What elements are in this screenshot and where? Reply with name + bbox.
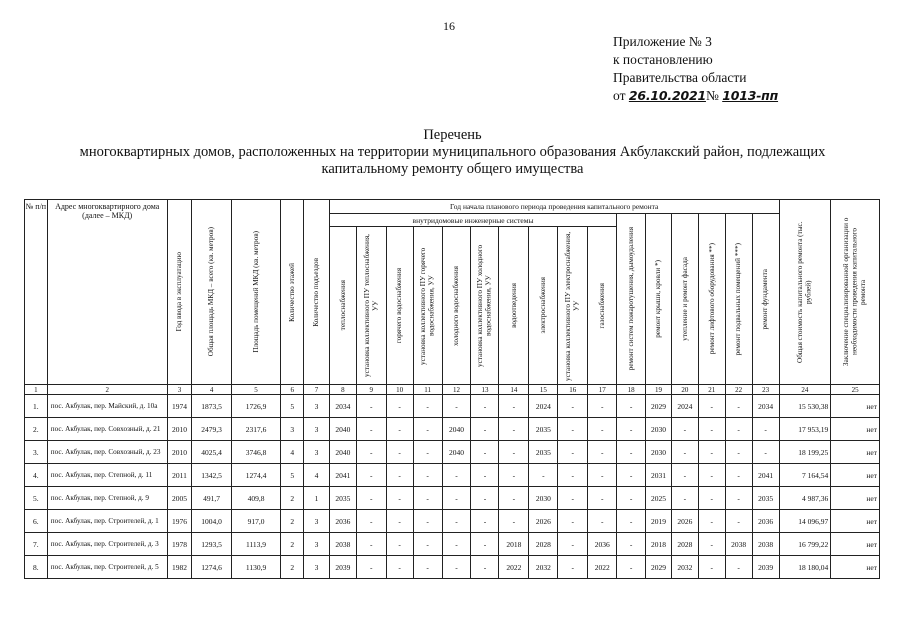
table-cell: 2011 bbox=[167, 464, 192, 487]
table-cell: - bbox=[356, 533, 386, 556]
table-cell: - bbox=[588, 395, 617, 418]
table-cell: 3 bbox=[304, 395, 330, 418]
table-cell: 2024 bbox=[529, 395, 558, 418]
header-address: Адрес многоквартирного дома (далее – МКД) bbox=[47, 200, 167, 385]
table-cell: 1293,5 bbox=[192, 533, 231, 556]
table-cell: 8. bbox=[25, 556, 48, 579]
appendix-block bbox=[613, 33, 778, 105]
column-number: 6 bbox=[281, 385, 304, 395]
table-cell: 1130,9 bbox=[231, 556, 281, 579]
table-cell: нет bbox=[831, 510, 880, 533]
table-cell: - bbox=[671, 487, 698, 510]
address-cell: пос. Акбулак, пер. Совхозный, д. 23 bbox=[47, 441, 167, 464]
number-sign: № bbox=[705, 88, 719, 103]
appendix-line-2: к постановлению bbox=[613, 52, 713, 67]
table-cell: 1982 bbox=[167, 556, 192, 579]
table-cell: - bbox=[442, 556, 471, 579]
table-cell: 5. bbox=[25, 487, 48, 510]
table-cell: 2041 bbox=[752, 464, 779, 487]
table-cell: - bbox=[588, 510, 617, 533]
table-cell: 15 530,38 bbox=[779, 395, 831, 418]
column-number: 9 bbox=[356, 385, 386, 395]
table-cell: 1974 bbox=[167, 395, 192, 418]
table-cell: 2034 bbox=[752, 395, 779, 418]
table-cell: - bbox=[558, 510, 588, 533]
table-cell: - bbox=[725, 487, 752, 510]
header-hot-water: горячего водоснабжения bbox=[386, 227, 413, 385]
header-hot-meter: установка коллективного ПУ горячего водоснабжения, УУ bbox=[413, 227, 442, 385]
table-cell: 2026 bbox=[671, 510, 698, 533]
table-cell: 2036 bbox=[329, 510, 356, 533]
table-cell: 1274,4 bbox=[231, 464, 281, 487]
column-number: 4 bbox=[192, 385, 231, 395]
appendix-line-3: Правительства области bbox=[613, 70, 747, 85]
header-gas: газоснабжения bbox=[588, 227, 617, 385]
table-cell: 2038 bbox=[752, 533, 779, 556]
table-cell: - bbox=[617, 464, 646, 487]
table-cell: 4025,4 bbox=[192, 441, 231, 464]
title-line-2: многоквартирных домов, расположенных на территории муниципального образования Акбулакский район, подлежащих bbox=[79, 144, 826, 160]
address-cell: пос. Акбулак, пер. Совхозный, д. 21 bbox=[47, 418, 167, 441]
table-cell: - bbox=[698, 510, 725, 533]
table-cell: - bbox=[698, 556, 725, 579]
table-cell: - bbox=[499, 510, 529, 533]
table-cell: - bbox=[413, 556, 442, 579]
table-cell: - bbox=[471, 418, 499, 441]
table-cell: 2038 bbox=[329, 533, 356, 556]
table-cell: - bbox=[529, 464, 558, 487]
table-cell: 2030 bbox=[646, 418, 672, 441]
table-cell: 2018 bbox=[646, 533, 672, 556]
table-cell: - bbox=[442, 464, 471, 487]
header-electric-meter: установка коллективного ПУ электроснабжения, УУ bbox=[558, 227, 588, 385]
appendix-line-4 bbox=[613, 87, 778, 105]
table-cell: 1113,9 bbox=[231, 533, 281, 556]
table-cell: 409,8 bbox=[231, 487, 281, 510]
table-cell: - bbox=[386, 418, 413, 441]
table-cell: - bbox=[386, 510, 413, 533]
table-cell: - bbox=[588, 487, 617, 510]
table-cell: 5 bbox=[281, 464, 304, 487]
table-cell: - bbox=[698, 464, 725, 487]
table-cell: 2038 bbox=[725, 533, 752, 556]
table-cell: - bbox=[471, 510, 499, 533]
table-cell: - bbox=[558, 418, 588, 441]
header-conclusion: Заключение специализированной организации о необходимости проведения капитального ремонта bbox=[831, 200, 880, 385]
address-cell: пос. Акбулак, пер. Степной, д. 9 bbox=[47, 487, 167, 510]
table-cell: - bbox=[413, 395, 442, 418]
table-cell: - bbox=[671, 464, 698, 487]
table-cell: 491,7 bbox=[192, 487, 231, 510]
document-title bbox=[0, 127, 905, 178]
table-cell: 2040 bbox=[329, 418, 356, 441]
table-cell: - bbox=[558, 464, 588, 487]
table-cell: 3 bbox=[304, 533, 330, 556]
table-row bbox=[25, 533, 880, 556]
address-cell: пос. Акбулак, пер. Степной, д. 11 bbox=[47, 464, 167, 487]
column-number: 3 bbox=[167, 385, 192, 395]
table-cell: 3. bbox=[25, 441, 48, 464]
table-cell: 4 987,36 bbox=[779, 487, 831, 510]
table-cell: - bbox=[413, 487, 442, 510]
table-row bbox=[25, 487, 880, 510]
column-number: 25 bbox=[831, 385, 880, 395]
table-cell: - bbox=[725, 418, 752, 441]
table-cell: - bbox=[471, 533, 499, 556]
column-number-row bbox=[25, 385, 880, 395]
table-cell: - bbox=[356, 418, 386, 441]
table-cell: 2029 bbox=[646, 395, 672, 418]
header-entrances: Количество подъездов bbox=[304, 200, 330, 385]
table-cell: - bbox=[725, 464, 752, 487]
table-cell: - bbox=[558, 487, 588, 510]
table-cell: - bbox=[442, 395, 471, 418]
table-cell: 17 953,19 bbox=[779, 418, 831, 441]
table-cell: - bbox=[752, 418, 779, 441]
handwritten-number: 1013-пп bbox=[722, 88, 779, 103]
table-cell: - bbox=[413, 441, 442, 464]
table-cell: 2010 bbox=[167, 418, 192, 441]
table-cell: 2040 bbox=[442, 418, 471, 441]
table-cell: 1978 bbox=[167, 533, 192, 556]
table-cell: - bbox=[558, 395, 588, 418]
table-cell: 2022 bbox=[588, 556, 617, 579]
table-cell: 2018 bbox=[499, 533, 529, 556]
table-cell: - bbox=[356, 510, 386, 533]
column-number: 8 bbox=[329, 385, 356, 395]
table-cell: - bbox=[698, 533, 725, 556]
table-cell: 2040 bbox=[329, 441, 356, 464]
table-cell: - bbox=[617, 418, 646, 441]
header-heat-meter: установка коллективного ПУ теплоснабжения, УУ bbox=[356, 227, 386, 385]
header-total-area: Общая площадь МКД – всего (кв. метров) bbox=[192, 200, 231, 385]
table-cell: - bbox=[356, 441, 386, 464]
header-floors: Количество этажей bbox=[281, 200, 304, 385]
table-cell: 2030 bbox=[529, 487, 558, 510]
table-cell: - bbox=[725, 395, 752, 418]
table-cell: - bbox=[725, 510, 752, 533]
address-cell: пос. Акбулак, пер. Строителей, д. 3 bbox=[47, 533, 167, 556]
table-cell: - bbox=[386, 487, 413, 510]
table-cell: - bbox=[442, 487, 471, 510]
table-cell: - bbox=[471, 464, 499, 487]
table-cell: 2035 bbox=[529, 418, 558, 441]
table-cell: - bbox=[588, 464, 617, 487]
header-num: № п/п bbox=[25, 200, 48, 385]
column-number: 10 bbox=[386, 385, 413, 395]
table-cell: - bbox=[671, 418, 698, 441]
table-cell: 3 bbox=[304, 441, 330, 464]
table-cell: 917,0 bbox=[231, 510, 281, 533]
table-cell: 2036 bbox=[588, 533, 617, 556]
table-cell: - bbox=[413, 510, 442, 533]
table-row bbox=[25, 418, 880, 441]
table-cell: 2022 bbox=[499, 556, 529, 579]
table-cell: - bbox=[617, 533, 646, 556]
address-cell: пос. Акбулак, пер. Майский, д. 10а bbox=[47, 395, 167, 418]
table-cell: 1873,5 bbox=[192, 395, 231, 418]
table-cell: 7. bbox=[25, 533, 48, 556]
table-body bbox=[25, 395, 880, 579]
column-number: 18 bbox=[617, 385, 646, 395]
header-systems: внутридомовые инженерные системы bbox=[329, 214, 616, 227]
table-cell: 1 bbox=[304, 487, 330, 510]
table-cell: 16 799,22 bbox=[779, 533, 831, 556]
table-cell: - bbox=[558, 556, 588, 579]
table-cell: 2035 bbox=[529, 441, 558, 464]
table-cell: 2317,6 bbox=[231, 418, 281, 441]
table-cell: - bbox=[386, 395, 413, 418]
table-cell: 3746,8 bbox=[231, 441, 281, 464]
table-cell: 2041 bbox=[329, 464, 356, 487]
column-number: 23 bbox=[752, 385, 779, 395]
table-cell: - bbox=[698, 418, 725, 441]
table-cell: - bbox=[617, 556, 646, 579]
table-cell: 2 bbox=[281, 510, 304, 533]
table-cell: 6. bbox=[25, 510, 48, 533]
header-foundation: ремонт фундамента bbox=[752, 214, 779, 385]
column-number: 12 bbox=[442, 385, 471, 395]
header-premises-area: Площадь помещений МКД (кв. метров) bbox=[231, 200, 281, 385]
column-number: 2 bbox=[47, 385, 167, 395]
column-number: 24 bbox=[779, 385, 831, 395]
table-cell: 1274,6 bbox=[192, 556, 231, 579]
table-cell: - bbox=[698, 441, 725, 464]
table-cell: 2 bbox=[281, 556, 304, 579]
address-cell: пос. Акбулак, пер. Строителей, д. 5 bbox=[47, 556, 167, 579]
table-cell: 3 bbox=[281, 418, 304, 441]
table-cell: - bbox=[588, 441, 617, 464]
column-number: 17 bbox=[588, 385, 617, 395]
column-number: 19 bbox=[646, 385, 672, 395]
table-cell: - bbox=[499, 441, 529, 464]
table-row bbox=[25, 510, 880, 533]
page-number: 16 bbox=[443, 19, 455, 33]
table-cell: нет bbox=[831, 533, 880, 556]
header-basement: ремонт подвальных помещений ***) bbox=[725, 214, 752, 385]
table-cell: 2039 bbox=[329, 556, 356, 579]
table-cell: нет bbox=[831, 464, 880, 487]
table-cell: 4 bbox=[304, 464, 330, 487]
table-row bbox=[25, 464, 880, 487]
table-cell: - bbox=[471, 441, 499, 464]
table-cell: - bbox=[617, 395, 646, 418]
table-cell: 2035 bbox=[752, 487, 779, 510]
table-cell: 2036 bbox=[752, 510, 779, 533]
table-cell: 1976 bbox=[167, 510, 192, 533]
table-row bbox=[25, 556, 880, 579]
table-cell: - bbox=[413, 418, 442, 441]
table-cell: 3 bbox=[304, 556, 330, 579]
header-roof: ремонт крыши, кровли *) bbox=[646, 214, 672, 385]
table-cell: 2010 bbox=[167, 441, 192, 464]
column-number: 20 bbox=[671, 385, 698, 395]
table-row bbox=[25, 395, 880, 418]
table-cell: 2479,3 bbox=[192, 418, 231, 441]
table-cell: - bbox=[413, 464, 442, 487]
table-cell: - bbox=[471, 395, 499, 418]
header-fire: ремонт систем пожаротушения, дымоудаления bbox=[617, 214, 646, 385]
table-cell: 2032 bbox=[529, 556, 558, 579]
table-cell: 2019 bbox=[646, 510, 672, 533]
table-cell: нет bbox=[831, 395, 880, 418]
table-cell: - bbox=[386, 441, 413, 464]
header-cold-meter: установка коллективного ПУ холодного водоснабжения, УУ bbox=[471, 227, 499, 385]
appendix-line-1: Приложение № 3 bbox=[613, 34, 712, 49]
table-cell: - bbox=[671, 441, 698, 464]
table-cell: 2. bbox=[25, 418, 48, 441]
column-number: 16 bbox=[558, 385, 588, 395]
table-cell: - bbox=[356, 487, 386, 510]
table-cell: 2 bbox=[281, 487, 304, 510]
table-cell: 7 164,54 bbox=[779, 464, 831, 487]
table-cell: нет bbox=[831, 418, 880, 441]
column-number: 14 bbox=[499, 385, 529, 395]
table-cell: - bbox=[752, 441, 779, 464]
table-cell: 4. bbox=[25, 464, 48, 487]
header-cold-water: холодного водоснабжения bbox=[442, 227, 471, 385]
table-cell: 2040 bbox=[442, 441, 471, 464]
table-cell: - bbox=[725, 441, 752, 464]
table-cell: нет bbox=[831, 441, 880, 464]
column-number: 1 bbox=[25, 385, 48, 395]
column-number: 22 bbox=[725, 385, 752, 395]
header-drainage: водоотведения bbox=[499, 227, 529, 385]
table-cell: 1004,0 bbox=[192, 510, 231, 533]
table-cell: 2030 bbox=[646, 441, 672, 464]
handwritten-date: 26.10.2021 bbox=[628, 88, 706, 103]
table-cell: - bbox=[725, 556, 752, 579]
table-cell: 18 199,25 bbox=[779, 441, 831, 464]
title-line-3: капитальному ремонту общего имущества bbox=[321, 161, 584, 177]
table-cell: - bbox=[471, 556, 499, 579]
table-cell: - bbox=[442, 510, 471, 533]
table-cell: - bbox=[499, 487, 529, 510]
table-cell: - bbox=[499, 395, 529, 418]
column-number: 11 bbox=[413, 385, 442, 395]
table-cell: 2029 bbox=[646, 556, 672, 579]
column-number: 21 bbox=[698, 385, 725, 395]
table-cell: 2005 bbox=[167, 487, 192, 510]
address-cell: пос. Акбулак, пер. Строителей, д. 1 bbox=[47, 510, 167, 533]
table-cell: 2024 bbox=[671, 395, 698, 418]
table-cell: 1. bbox=[25, 395, 48, 418]
header-period: Год начала планового периода проведения капитального ремонта bbox=[329, 200, 779, 214]
table-cell: 2039 bbox=[752, 556, 779, 579]
table-cell: - bbox=[698, 487, 725, 510]
table-cell: 2028 bbox=[671, 533, 698, 556]
header-facade: утепление и ремонт фасада bbox=[671, 214, 698, 385]
header-elevator: ремонт лифтового оборудования **) bbox=[698, 214, 725, 385]
table-row bbox=[25, 441, 880, 464]
table-cell: - bbox=[558, 533, 588, 556]
buildings-table bbox=[24, 199, 880, 579]
table-cell: - bbox=[698, 395, 725, 418]
column-number: 13 bbox=[471, 385, 499, 395]
header-electric: электроснабжения bbox=[529, 227, 558, 385]
header-heating: теплоснабжения bbox=[329, 227, 356, 385]
column-number: 15 bbox=[529, 385, 558, 395]
table-cell: 1726,9 bbox=[231, 395, 281, 418]
table-cell: 4 bbox=[281, 441, 304, 464]
header-cost: Общая стоимость капитального ремонта (тыс. рублей) bbox=[779, 200, 831, 385]
table-cell: 18 180,04 bbox=[779, 556, 831, 579]
table-cell: - bbox=[356, 556, 386, 579]
appendix-from-label: от bbox=[613, 88, 626, 103]
table-cell: - bbox=[356, 464, 386, 487]
table-cell: 2 bbox=[281, 533, 304, 556]
title-line-1: Перечень bbox=[423, 127, 482, 143]
table-cell: - bbox=[356, 395, 386, 418]
table-cell: - bbox=[499, 418, 529, 441]
table-cell: 2035 bbox=[329, 487, 356, 510]
table-cell: - bbox=[617, 487, 646, 510]
header-year-commission: Год ввода в эксплуатацию bbox=[167, 200, 192, 385]
column-number: 5 bbox=[231, 385, 281, 395]
table-cell: 2028 bbox=[529, 533, 558, 556]
table-cell: - bbox=[386, 556, 413, 579]
table-cell: 2025 bbox=[646, 487, 672, 510]
table-cell: - bbox=[588, 418, 617, 441]
table-cell: - bbox=[442, 533, 471, 556]
table-cell: 14 096,97 bbox=[779, 510, 831, 533]
table-cell: - bbox=[471, 487, 499, 510]
table-cell: - bbox=[386, 533, 413, 556]
table-cell: нет bbox=[831, 556, 880, 579]
table-cell: - bbox=[617, 510, 646, 533]
table-cell: нет bbox=[831, 487, 880, 510]
column-number: 7 bbox=[304, 385, 330, 395]
table-cell: 2034 bbox=[329, 395, 356, 418]
table-cell: - bbox=[558, 441, 588, 464]
table-cell: 2031 bbox=[646, 464, 672, 487]
table-cell: 5 bbox=[281, 395, 304, 418]
table-cell: 1342,5 bbox=[192, 464, 231, 487]
table-cell: 3 bbox=[304, 418, 330, 441]
table-cell: - bbox=[386, 464, 413, 487]
table-cell: 2032 bbox=[671, 556, 698, 579]
table-cell: - bbox=[617, 441, 646, 464]
table-cell: 3 bbox=[304, 510, 330, 533]
table-cell: 2026 bbox=[529, 510, 558, 533]
table-cell: - bbox=[499, 464, 529, 487]
table-cell: - bbox=[413, 533, 442, 556]
